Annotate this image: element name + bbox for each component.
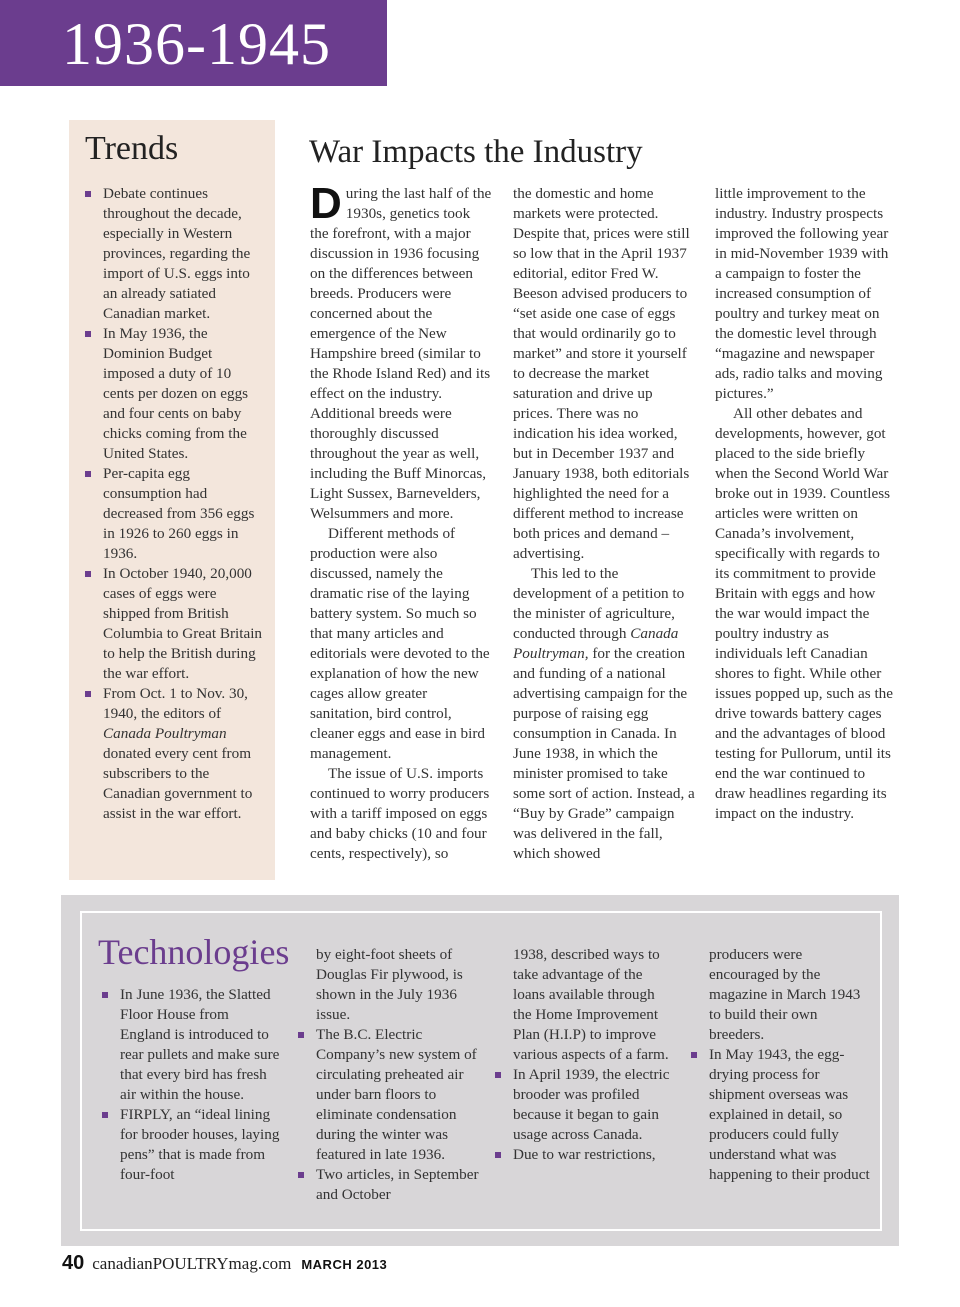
article-paragraph: little improvement to the industry. Industry prospects improved the following year in mid-November 1939 with a campaign to foster the increased consumption of poultry and turkey meat on the domestic level through “magazine and newspaper ads, radio talks and moving pictures.” <box>715 185 889 402</box>
trends-item-text: From Oct. 1 to Nov. 30, 1940, the editors of <box>103 685 248 722</box>
page-footer <box>62 1252 387 1278</box>
article-paragraph-text: This led to the development of a petition to the minister of agriculture, conducted through <box>513 565 685 642</box>
technologies-list-2 <box>298 1025 480 1205</box>
issue-date: MARCH 2013 <box>301 1257 388 1272</box>
article-paragraph-text: for the creation and funding of a national advertising campaign for the purpose of raising egg consumption in Canada. In June 1938, in which the minister promised to take some sort of action. Instead, a “Buy by Grade” campaign was delivered in the fall, which showed <box>513 645 695 862</box>
drop-cap: D <box>310 179 342 228</box>
technologies-item-continued: by eight-foot sheets of Douglas Fir plywood, is shown in the July 1936 issue. <box>316 946 463 1023</box>
trends-item: Debate continues throughout the decade, especially in Western provinces, regarding the import of U.S. eggs into an already satiated Canadian market. <box>85 184 263 324</box>
publication-name: Canada Poultryman, <box>513 625 679 662</box>
trends-item-text: donated every cent from subscribers to the Canadian government to assist in the war effort. <box>103 745 253 822</box>
technologies-item: Two articles, in September and October <box>298 1165 480 1205</box>
article-paragraph: The issue of U.S. imports continued to worry producers with a tariff imposed on eggs and baby chicks (10 and four cents, respectively), so <box>310 765 490 862</box>
article-column-2 <box>513 184 695 864</box>
article-column-3 <box>715 184 897 824</box>
trends-item <box>85 684 263 824</box>
website-url: canadianPOULTRYmag.com <box>92 1254 292 1273</box>
technologies-frame <box>80 911 882 1231</box>
year-banner <box>0 0 387 86</box>
technologies-item: The B.C. Electric Company’s new system of circulating preheated air under barn floors to eliminate condensation during the winter was featured in late 1936. <box>298 1025 480 1165</box>
technologies-item: In June 1936, the Slatted Floor House from England is introduced to rear pullets and make sure that every bird has fresh air within the house. <box>102 985 282 1105</box>
technologies-item: In April 1939, the electric brooder was profiled because it began to gain usage across Canada. <box>495 1065 677 1145</box>
technologies-list-3 <box>495 1065 677 1165</box>
trends-item: In October 1940, 20,000 cases of eggs were shipped from British Columbia to Great Britain to help the British during the war effort. <box>85 564 263 684</box>
article-paragraph: the domestic and home markets were protected. Despite that, prices were still so low that in the April 1937 editorial, editor Fred W. Beeson advised producers to “set aside one case of eggs that would ordinarily go to market” and store it yourself to decrease the market saturation and drive up prices. There was no indication his idea worked, but in December 1937 and January 1938, both editorials highlighted the need for a different method to increase both prices and demand – advertising. <box>513 185 690 562</box>
article-paragraph-text: uring the last half of the 1930s, genetics took the forefront, with a major discussion in 1936 focusing on the differences between breeds. Producers were concerned about the emergence of the New Hampshire breed (similar to the Rhode Island Red) and its effect on the industry. Additional breeds were thoroughly discussed throughout the year as well, including the Buff Minorcas, Light Sussex, Barnevelders, Welsummers and more. <box>310 185 492 522</box>
trends-item: In May 1936, the Dominion Budget imposed a duty of 10 cents per dozen on eggs and four cents on baby chicks coming from the United States. <box>85 324 263 464</box>
year-range-title: 1936-1945 <box>62 11 331 77</box>
technologies-item-continued: producers were encouraged by the magazine in March 1943 to build their own breeders. <box>709 946 861 1043</box>
technologies-list-1 <box>102 985 282 1185</box>
trends-title: Trends <box>85 130 179 167</box>
page-number: 40 <box>62 1252 85 1274</box>
technologies-item: FIRPLY, an “ideal lining for brooder houses, laying pens” that is made from four-foot <box>102 1105 282 1185</box>
article-paragraph: Different methods of production were also discussed, namely the dramatic rise of the laying battery system. So much so that many articles and editorials were devoted to the explanation of how the new cages allow greater sanitation, bird control, cleaner eggs and ease in bird management. <box>310 525 490 762</box>
article-paragraph <box>513 564 695 864</box>
trends-list <box>85 184 263 824</box>
technologies-column-2 <box>298 945 480 1205</box>
technologies-item-continued: 1938, described ways to take advantage of the loans available through the Home Improvement Plan (H.I.P) to improve various aspects of a farm. <box>513 946 669 1063</box>
technologies-item: Due to war restrictions, <box>495 1145 677 1165</box>
trends-sidebar <box>69 120 275 880</box>
technologies-title: Technologies <box>98 932 290 972</box>
trends-item: Per-capita egg consumption had decreased from 356 eggs in 1926 to 260 eggs in 1936. <box>85 464 263 564</box>
technologies-column-4 <box>691 945 873 1185</box>
publication-name: Canada Poultryman <box>103 725 227 742</box>
technologies-box <box>61 895 899 1246</box>
article-column-1 <box>310 179 492 864</box>
article-paragraph: All other debates and developments, however, got placed to the side briefly when the Second World War broke out in 1939. Countless articles were written on Canada’s involvement, specifically with regards to its commitment to provide Britain with eggs and how the war would impact the poultry industry as individuals left Canadian shores to fight. While other issues popped up, such as the drive towards battery cages and the advantages of blood testing for Pullorum, until its end the war continued to draw headlines regarding its impact on the industry. <box>715 405 894 822</box>
technologies-item: In May 1943, the egg-drying process for shipment overseas was explained in detail, so producers could fully understand what was happening to their product <box>691 1045 873 1185</box>
technologies-list-4 <box>691 1045 873 1185</box>
article-paragraph <box>310 179 492 524</box>
technologies-column-3 <box>495 945 677 1165</box>
article-title: War Impacts the Industry <box>309 134 643 170</box>
